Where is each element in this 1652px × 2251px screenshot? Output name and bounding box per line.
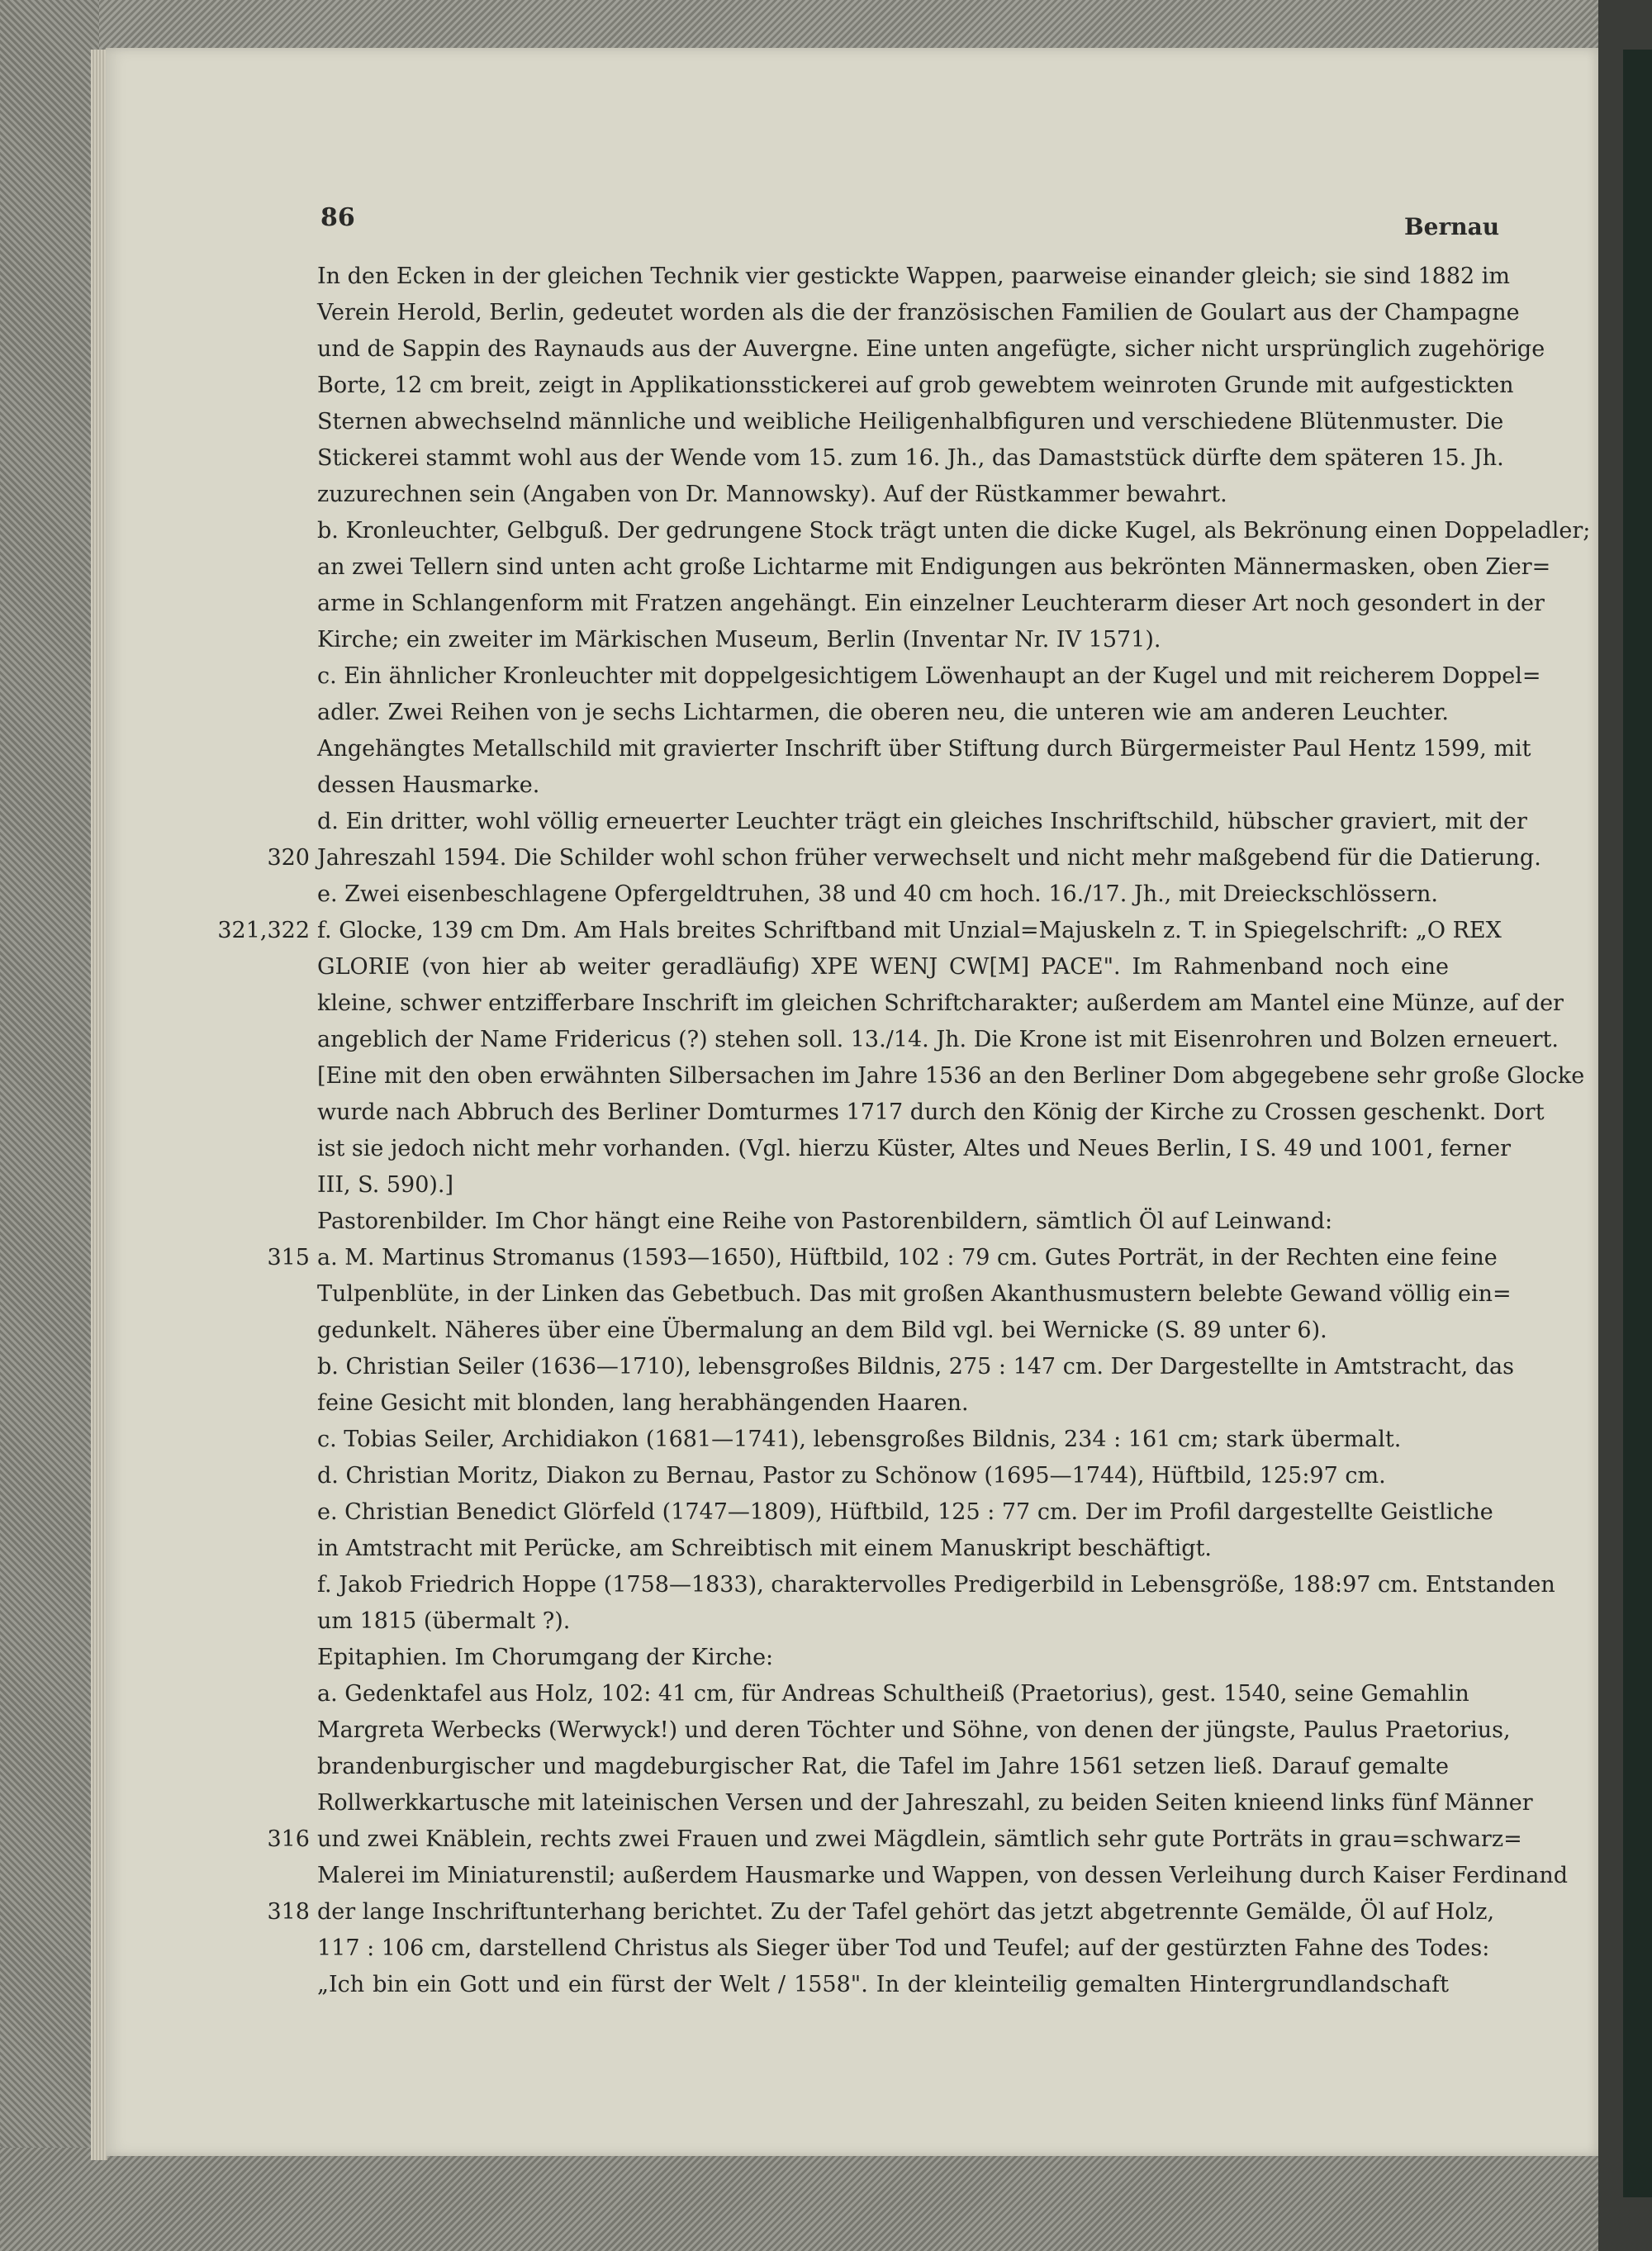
text-line: e. Christian Benedict Glörfeld (1747—1809), Hüftbild, 125 : 77 cm. Der im Profil dargestellte Geistliche	[317, 1499, 1493, 1525]
text-line: und zwei Knäblein, rechts zwei Frauen und zwei Mägdlein, sämtlich sehr gute Porträts in grau=schwarz=	[317, 1826, 1522, 1852]
text-line: zuzurechnen sein (Angaben von Dr. Mannowsky). Auf der Rüstkammer bewahrt.	[317, 482, 1227, 507]
text-line: an zwei Tellern sind unten acht große Lichtarme mit Endigungen aus bekrönten Männermasken, oben Zier=	[317, 554, 1551, 580]
text-line: Malerei im Miniaturenstil; außerdem Hausmarke und Wappen, von dessen Verleihung durch Kaiser Ferdinand	[317, 1863, 1569, 1888]
text-line: angeblich der Name Fridericus (?) stehen soll. 13./14. Jh. Die Krone ist mit Eisenrohren und Bolzen erneuert.	[317, 1027, 1559, 1052]
text-line: brandenburgischer und magdeburgischer Rat, die Tafel im Jahre 1561 setzen ließ. Darauf gemalte	[317, 1754, 1449, 1779]
text-line: gedunkelt. Näheres über eine Übermalung an dem Bild vgl. bei Wernicke (S. 89 unter 6).	[317, 1318, 1327, 1343]
text-line: Kirche; ein zweiter im Märkischen Museum, Berlin (Inventar Nr. IV 1571).	[317, 627, 1161, 653]
text-line: d. Ein dritter, wohl völlig erneuerter Leuchter trägt ein gleiches Inschriftschild, hübscher graviert, mit der	[317, 809, 1527, 834]
text-line: dessen Hausmarke.	[317, 772, 540, 798]
text-line: um 1815 (übermalt ?).	[317, 1608, 571, 1634]
text-line: Sternen abwechselnd männliche und weibliche Heiligenhalbfiguren und verschiedene Blütenmuster. Die	[317, 409, 1504, 435]
margin-number: 316	[267, 1826, 310, 1852]
page-stack-edge	[91, 50, 107, 2160]
text-line: arme in Schlangenform mit Fratzen angehängt. Ein einzelner Leuchterarm dieser Art noch gesondert in der	[317, 591, 1545, 616]
text-line: a. Gedenktafel aus Holz, 102: 41 cm, für Andreas Schultheiß (Praetorius), gest. 1540, seine Gemahlin	[317, 1681, 1469, 1707]
text-line: [Eine mit den oben erwähnten Silbersachen im Jahre 1536 an den Berliner Dom abgegebene sehr große Glocke	[317, 1063, 1585, 1089]
book-binding-left	[0, 0, 99, 2251]
text-line: und de Sappin des Raynauds aus der Auvergne. Eine unten angefügte, sicher nicht ursprünglich zugehörige	[317, 336, 1545, 362]
margin-number: 321,322	[217, 918, 310, 943]
text-line: e. Zwei eisenbeschlagene Opfergeldtruhen, 38 und 40 cm hoch. 16./17. Jh., mit Dreieckschlössern.	[317, 881, 1438, 907]
text-line: Tulpenblüte, in der Linken das Gebetbuch. Das mit großen Akanthusmustern belebte Gewand völlig ein=	[317, 1281, 1512, 1307]
text-line: ist sie jedoch nicht mehr vorhanden. (Vgl. hierzu Küster, Altes und Neues Berlin, I S. 49 und 1001, ferner	[317, 1136, 1512, 1161]
text-line: III, S. 590).]	[317, 1172, 454, 1198]
text-line: b. Christian Seiler (1636—1710), lebensgroßes Bildnis, 275 : 147 cm. Der Dargestellte in Amtstracht, das	[317, 1354, 1515, 1380]
text-line: Verein Herold, Berlin, gedeutet worden als die der französischen Familien de Goulart aus der Champagne	[317, 300, 1520, 325]
text-line: adler. Zwei Reihen von je sechs Lichtarmen, die oberen neu, die unteren wie am anderen Leuchter.	[317, 700, 1449, 725]
margin-number: 315	[267, 1245, 310, 1270]
text-line: der lange Inschriftunterhang berichtet. Zu der Tafel gehört das jetzt abgetrennte Gemälde, Öl auf Holz,	[317, 1899, 1495, 1925]
section-heading-epitaphien: Epitaphien. Im Chorumgang der Kirche:	[317, 1645, 774, 1670]
text-line: in Amtstracht mit Perücke, am Schreibtisch mit einem Manuskript beschäftigt.	[317, 1536, 1213, 1561]
text-line: „Ich bin ein Gott und ein fürst der Welt / 1558". In der kleinteilig gemalten Hintergrundlandschaft	[317, 1972, 1449, 1997]
text-line: Angehängtes Metallschild mit gravierter Inschrift über Stiftung durch Bürgermeister Paul Hentz 1599, mit	[317, 736, 1531, 762]
section-heading-pastorenbilder: Pastorenbilder. Im Chor hängt eine Reihe von Pastorenbildern, sämtlich Öl auf Leinwand:	[317, 1209, 1333, 1234]
text-line: kleine, schwer entzifferbare Inschrift im gleichen Schriftcharakter; außerdem am Mantel eine Münze, auf der	[317, 990, 1564, 1016]
text-line: c. Ein ähnlicher Kronleuchter mit doppelgesichtigem Löwenhaupt an der Kugel und mit reicherem Doppel=	[317, 663, 1541, 689]
text-line: GLORIE (von hier ab weiter geradläufig) XPE WENJ CW[M] PACE". Im Rahmenband noch eine	[317, 954, 1449, 980]
text-line: wurde nach Abbruch des Berliner Domturmes 1717 durch den König der Kirche zu Crossen geschenkt. Dort	[317, 1099, 1545, 1125]
text-line: Jahreszahl 1594. Die Schilder wohl schon früher verwechselt und nicht mehr maßgebend für die Datierung.	[317, 845, 1541, 871]
book-cover-cloth	[1623, 50, 1652, 2197]
book-binding-bottom	[0, 2148, 1652, 2251]
text-line: Margreta Werbecks (Werwyck!) und deren Töchter und Söhne, von denen der jüngste, Paulus Praetorius,	[317, 1717, 1511, 1743]
text-line: feine Gesicht mit blonden, lang herabhängenden Haaren.	[317, 1390, 969, 1416]
margin-number: 320	[267, 845, 310, 871]
text-line: f. Glocke, 139 cm Dm. Am Hals breites Schriftband mit Unzial=Majuskeln z. T. in Spiegelschrift: „O REX	[317, 918, 1502, 943]
page-number: 86	[320, 203, 355, 232]
text-line: d. Christian Moritz, Diakon zu Bernau, Pastor zu Schönow (1695—1744), Hüftbild, 125:97 cm.	[317, 1463, 1386, 1489]
margin-number: 318	[267, 1899, 310, 1925]
text-line: Stickerei stammt wohl aus der Wende vom 15. zum 16. Jh., das Damaststück dürfte dem späteren 15. Jh.	[317, 445, 1504, 471]
text-line: Borte, 12 cm breit, zeigt in Applikationsstickerei auf grob gewebtem weinroten Grunde mit aufgestickten	[317, 373, 1514, 398]
text-line: a. M. Martinus Stromanus (1593—1650), Hüftbild, 102 : 79 cm. Gutes Porträt, in der Rechten eine feine	[317, 1245, 1498, 1270]
text-line: b. Kronleuchter, Gelbguß. Der gedrungene Stock trägt unten die dicke Kugel, als Bekrönung einen Doppeladler;	[317, 518, 1591, 544]
text-line: In den Ecken in der gleichen Technik vier gestickte Wappen, paarweise einander gleich; sie sind 1882 im	[317, 264, 1511, 289]
running-head: Bernau	[1404, 213, 1500, 240]
text-line: 117 : 106 cm, darstellend Christus als Sieger über Tod und Teufel; auf der gestürzten Fahne des Todes:	[317, 1935, 1490, 1961]
text-line: c. Tobias Seiler, Archidiakon (1681—1741), lebensgroßes Bildnis, 234 : 161 cm; stark übermalt.	[317, 1427, 1402, 1452]
text-line: Rollwerkkartusche mit lateinischen Versen und der Jahreszahl, zu beiden Seiten knieend links fünf Männer	[317, 1790, 1533, 1816]
text-line: f. Jakob Friedrich Hoppe (1758—1833), charaktervolles Predigerbild in Lebensgröße, 188:97 cm. Entstanden	[317, 1572, 1555, 1598]
